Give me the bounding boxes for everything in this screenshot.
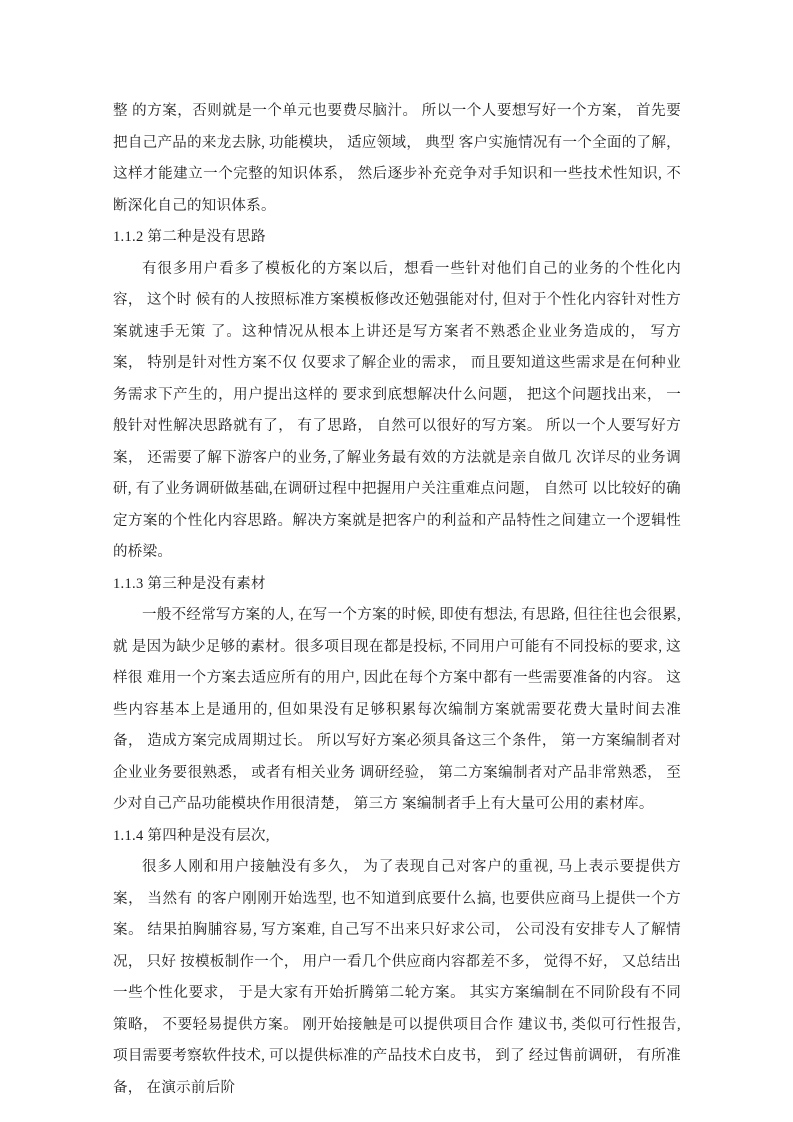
body-paragraph: 很多人刚和用户接触没有多久， 为了表现自己对客户的重视, 马上表示要提供方案， 当然有 的客户刚刚开始选型, 也不知道到底要什么搞, 也要供应商马上提供一个方案。 结果拍胸脯容易, 写方案难, 自己写不出来只好求公司， 公司没有安排专人了解情况， 只好 按模板制作一个， 用户一看几个供应商内容都差不多， 觉得不好， 又总结出一些个性化要求， 于是大家有开始折腾第二轮方案。 其实方案编制在不同阶段有不同策略， 不要轻易提供方案。 刚开始接触是可以提供项目合作 建议书, 类似可行性报告, 项目需要考察软件技术, 可以提供标准的产品技术白皮书， 到了 经过售前调研， 有所准备， 在演示前后阶 xyxy=(113,859,681,1096)
section-heading-1-1-3: 1.1.3 第三种是没有素材 xyxy=(113,575,266,592)
document-text-block xyxy=(113,96,681,1104)
body-paragraph: 一般不经常写方案的人, 在写一个方案的时候, 即使有想法, 有思路, 但往往也会很累, 就 是因为缺少足够的素材。很多项目现在都是投标, 不同用户可能有不同投标的要求, 这样很 难用一个方案去适应所有的用户, 因此在每个方案中都有一些需要准备的内容。 这些内容基本上是通用的, 但如果没有足够积累每次编制方案就需要花费大量时间去准备， 造成方案完成周期过长。 所以写好方案必须具备这三个条件， 第一方案编制者对企业业务要很熟悉， 或者有相关业务 调研经验， 第二方案编制者对产品非常熟悉， 至少对自己产品功能模块作用很清楚， 第三方 案编制者手上有大量可公用的素材库。 xyxy=(113,607,681,812)
body-paragraph-continuation: 整 的方案，否则就是一个单元也要费尽脑汁。 所以一个人要想写好一个方案， 首先要把自己产品的来龙去脉, 功能模块， 适应领域， 典型 客户实施情况有一个全面的了解， 这样才能建立一个完整的知识体系， 然后逐步补充竞争对手知识和一些技术性知识, 不断深化自己的知识体系。 xyxy=(113,103,681,214)
section-heading-1-1-4: 1.1.4 第四种是没有层次, xyxy=(113,827,270,844)
section-heading-1-1-2: 1.1.2 第二种是没有思路 xyxy=(113,229,266,245)
body-paragraph: 有很多用户看多了模板化的方案以后，想看一些针对他们自己的业务的个性化内容， 这个时 候有的人按照标准方案模板修改还勉强能对付, 但对于个性化内容针对性方案就速手无策 了。这种情况从根本上讲还是写方案者不熟悉企业业务造成的， 写方案， 特别是针对性方案不仅 仅要求了解企业的需求， 而且要知道这些需求是在何种业务需求下产生的，用户提出这样的 要求到底想解决什么问题， 把这个问题找出来， 一般针对性解决思路就有了， 有了思路， 自然可以很好的写方案。 所以一个人要写好方案， 还需要了解下游客户的业务,了解业务最有效的方法就是亲自做几 次详尽的业务调研, 有了业务调研做基础,在调研过程中把握用户关注重难点问题， 自然可 以比较好的确定方案的个性化内容思路。解决方案就是把客户的利益和产品特性之间建立一个逻辑性的桥梁。 xyxy=(113,260,681,560)
